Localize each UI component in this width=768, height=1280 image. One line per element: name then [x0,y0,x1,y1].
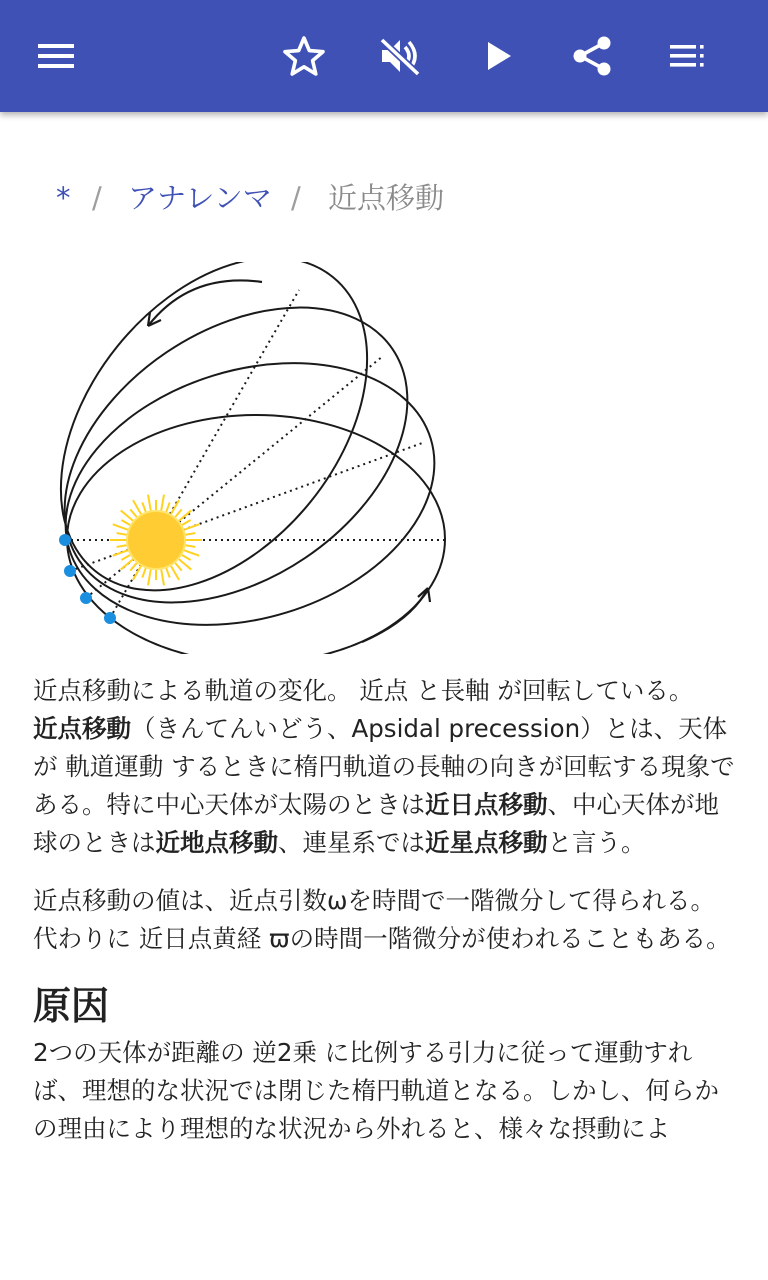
sun-ray [121,555,130,560]
term-perigee-precession: 近地点移動 [155,828,278,857]
sun-ray [175,509,181,517]
app-toolbar [0,0,768,112]
share-icon [564,28,620,84]
volume-off-icon [372,28,428,84]
sun-ray [184,524,199,529]
intro-text: 、中心天体が地球のときは [33,790,719,857]
rotation-arrow-bottom [362,588,430,642]
sun-ray [182,520,191,525]
sun-ray [117,533,127,535]
mute-button[interactable] [372,28,428,84]
sun-ray [133,500,141,514]
sun-ray [148,570,151,586]
sun [110,495,202,586]
playlist-button[interactable] [660,28,716,84]
playlist-icon [660,28,716,84]
intro-paragraph [33,710,739,862]
sun-ray [142,568,145,577]
breadcrumb-current: 近点移動 [328,181,445,215]
orbit-diagram [40,262,460,654]
sun-ray [166,502,169,511]
rotation-arrow-top [148,280,262,326]
cause-paragraph: 2つの天体が距離の 逆2乗 に比例する引力に従って運動すれば、理想的な状況では閉じた楕円軌道となる。しかし、何らかの理由により理想的な状況から外れると、様々な摂動によ [33,1038,719,1143]
sun-ray [130,563,136,571]
breadcrumb-home-link[interactable]: * [56,181,71,215]
intro-text: と言う。 [547,828,646,857]
intro-text: 、連星系では [278,828,425,857]
sun-ray [133,566,141,580]
share-button[interactable] [564,28,620,84]
menu-button[interactable] [28,28,84,84]
sun-ray [161,570,164,586]
breadcrumb-separator: / [92,181,102,215]
favorite-button[interactable] [276,28,332,84]
sun-ray [121,520,130,525]
sun-ray [186,533,196,535]
breadcrumb [0,176,768,220]
figure-caption: 近点移動による軌道の変化。 近点 と長軸 が回転している。 [33,676,694,705]
orbit-ellipse [40,320,460,654]
section-heading-cause: 原因 [33,984,110,1028]
term-perihelion-precession: 近日点移動 [425,790,548,819]
perihelion-point [64,565,76,577]
sun-ray [186,545,196,547]
intro-text: （きんてんいどう、Apsidal precession）とは、天体が 軌道運動 するときに楕円軌道の長軸の向きが回転する現象である。特に中心天体が太陽のときは [33,714,735,819]
sun-ray [184,550,199,555]
sun-ray [148,495,151,511]
sun-ray [171,500,179,514]
sun-ray [113,550,128,555]
sun-ray [161,495,164,511]
hamburger-menu-icon [28,28,84,84]
term-periastron-precession: 近星点移動 [425,828,548,857]
article-body [33,672,739,1148]
perihelion-point [104,612,116,624]
sun-ray [113,524,128,529]
breadcrumb-separator: / [291,181,301,215]
sun-ray [166,568,169,577]
perihelion-point [59,534,71,546]
play-icon [470,28,526,84]
perihelion-point [80,592,92,604]
play-button[interactable] [470,28,526,84]
sun-ray [117,545,127,547]
apsidal-precession-figure[interactable] [40,262,460,654]
sun-ray [130,509,136,517]
sun-ray [171,566,179,580]
star-outline-icon [276,28,332,84]
second-paragraph: 近点移動の値は、近点引数ωを時間で一階微分して得られる。代わりに 近日点黄経 ϖの時間一階微分が使われることもある。 [33,886,731,953]
term-apsidal-precession: 近点移動 [33,714,131,743]
sun-ray [175,563,181,571]
sun-ray [182,555,191,560]
breadcrumb-parent-link[interactable]: アナレンマ [128,181,272,215]
sun-ray [142,502,145,511]
